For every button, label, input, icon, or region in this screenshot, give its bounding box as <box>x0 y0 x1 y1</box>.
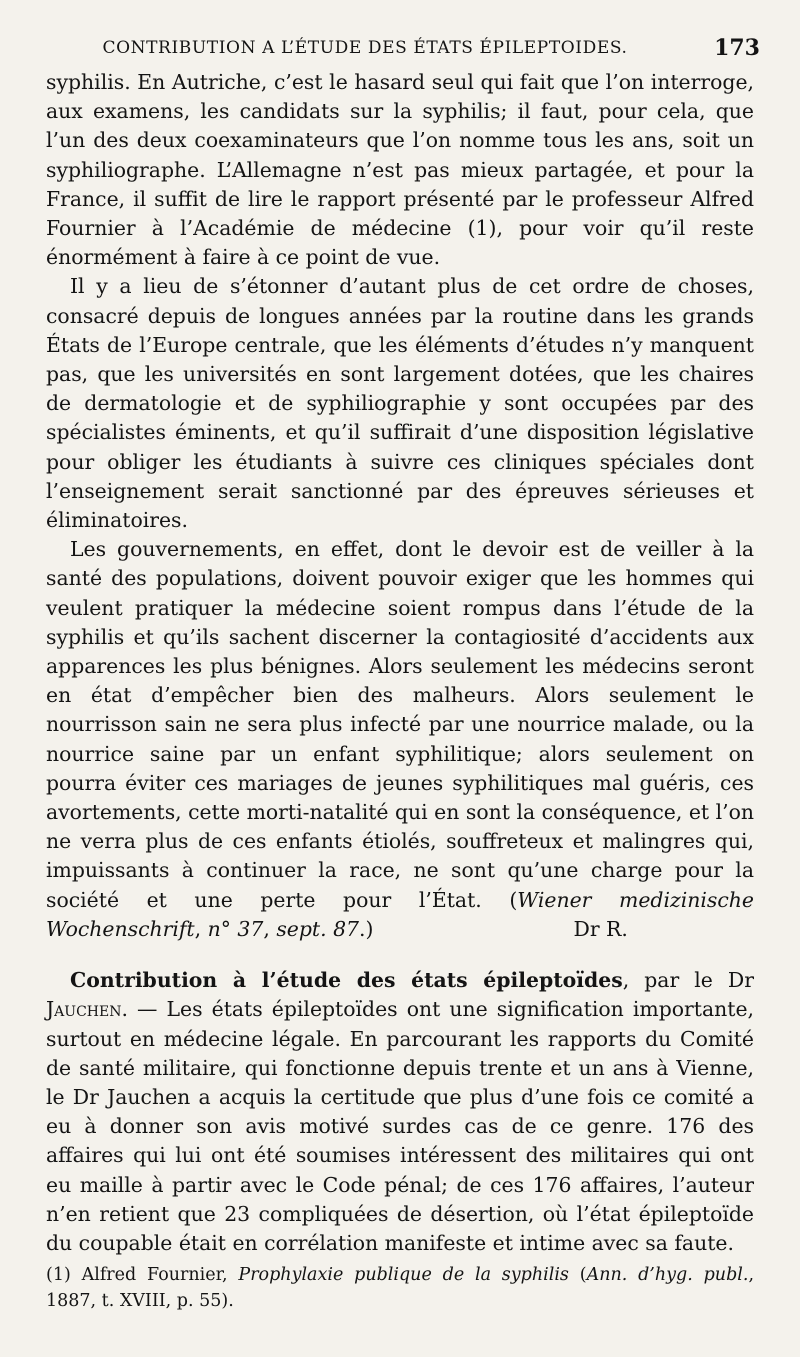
source-number: n° 37 <box>207 916 264 941</box>
footnote-end: , 1887, t. XVIII, p. 55). <box>46 1265 755 1311</box>
paragraph-3 <box>46 535 754 944</box>
footnote-1 <box>46 1262 754 1314</box>
paragraph-3-text: Les gouvernements, en effet, dont le devoir est de veiller à la santé des populations, doivent pouvoir exiger que les hommes qui veulent pratiquer la médecine soient rompus dans l’étude de la syphilis et qu’ils sachent discerner la contagiosité d’accidents aux apparences les plus bénignes. Alors seulement les médecins seront en état d’empêcher bien des malheurs. Alors seulement le nourrisson sain ne sera plus infecté par une nourrice malade, ou la nourrice saine par un enfant syphilitique; alors seulement on pourra éviter ces mariages de jeunes syphilitiques mal guéris, ces avortements, cette morti-natalité qui en sont la conséquence, et l’on ne verra plus de ces enfants étiolés, souffreteux et malingres qui, impuissants à continuer la race, ne sont qu’une charge pour la société et une perte pour l’État. ( <box>46 537 754 912</box>
paragraph-2: Il y a lieu de s’étonner d’autant plus de cet ordre de choses, consacré depuis de longues années par la routine dans les grands États de l’Europe centrale, que les éléments d’études n’y manquent pas, que les universités en sont largement dotées, que les chaires de dermatologie et de syphiliographie y sont occupées par des spécialistes éminents, et qu’il suffirait d’une disposition législative pour obliger les étudiants à suivre ces cliniques spéciales dont l’enseignement serait sanctionné par des épreuves sérieuses et éliminatoires. <box>46 274 754 533</box>
signature: Dr R. <box>573 916 628 941</box>
section-gap <box>46 944 754 966</box>
footnote-journal: Ann. d’hyg. publ. <box>586 1265 749 1285</box>
article-author: Jauchen <box>46 997 122 1022</box>
source-journal: Wiener medizinische Wochenschrift <box>46 887 754 941</box>
footnote-mark: (1) Alfred Fournier, <box>46 1265 239 1285</box>
article-title: Contribution à l’étude des états épileptoïdes <box>70 968 623 993</box>
source-date: sept. 87 <box>276 916 360 941</box>
article-text: . — Les états épileptoïdes ont une signification importante, surtout en médecine légale. En parcourant les rapports du Comité de santé militaire, qui fonctionne depuis trente et un ans à Vienne, le Dr Jauchen a acquis la certitude que plus d’une fois ce comité a eu à donner son avis motivé surdes cas de ce genre. 176 des affaires qui lui ont été soumises intéressent des militaires qui ont eu maille à partir avec le Code pénal; de ces 176 affaires, l’auteur n’en retient que 23 compliquées de désertion, où l’état épileptoïde du coupable était en corrélation manifeste et intime avec sa faute. <box>46 997 754 1255</box>
article-byline: , par le Dr <box>622 968 754 993</box>
footnote-mid: ( <box>568 1265 587 1285</box>
paragraph-1: syphilis. En Autriche, c’est le hasard seul qui fait que l’on interroge, aux examens, les candidats sur la syphilis; il faut, pour cela, que l’un des deux coexaminateurs que l’on nomme tous les ans, soit un syphiliographe. L’Allemagne n’est pas mieux partagée, et pour la France, il suffit de lire le rapport présenté par le professeur Alfred Fournier à l’Académie de médecine (1), pour voir qu’il reste énormément à faire à ce point de vue. <box>46 70 754 270</box>
footnote-title: Prophylaxie publique de la syphilis <box>238 1265 569 1285</box>
running-title: CONTRIBUTION A L’ÉTUDE DES ÉTATS ÉPILEPTOIDES. <box>102 38 628 58</box>
source-separator: , <box>194 916 208 941</box>
running-head <box>46 28 760 68</box>
page-number: 173 <box>714 35 760 61</box>
article-paragraph <box>46 966 754 1258</box>
source-close: .) <box>359 916 374 941</box>
source-date-separator: , <box>263 916 277 941</box>
